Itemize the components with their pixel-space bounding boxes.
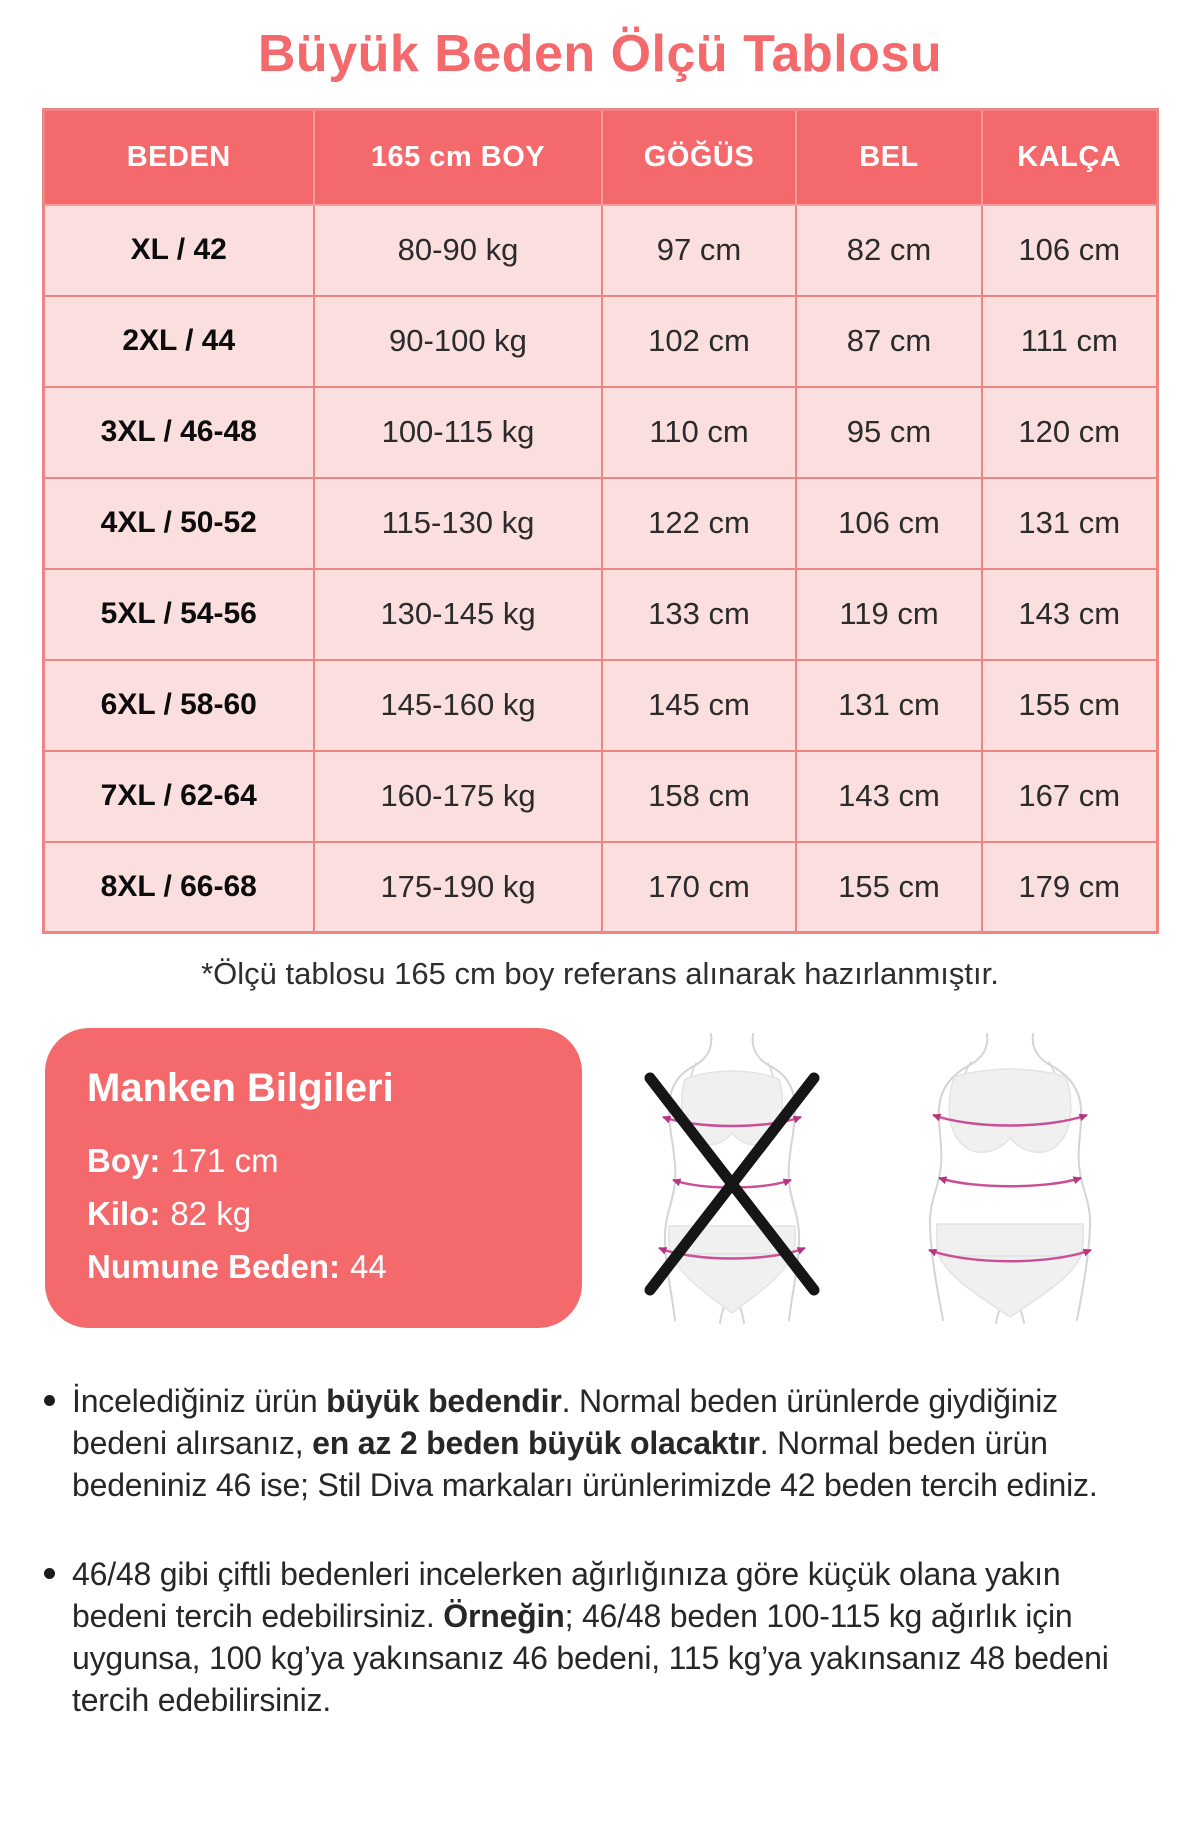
size-cell: 2XL / 44 (43, 296, 314, 387)
note-item: 46/48 gibi çiftli bedenleri incelerken ağırlığınıza göre küçük olana yakın bedeni tercih edebilirsiniz. Örneğin; 46/48 beden 100-115 kg ağırlık için uygunsa, 100 kg’ya yakınsanız 46 bedeni, 115 kg’ya yakınsanız 48 bedeni tercih edebilirsiniz. (72, 1553, 1152, 1722)
measure-cell: 179 cm (982, 842, 1157, 933)
measure-cell: 131 cm (982, 478, 1157, 569)
table-row (43, 296, 1157, 387)
measure-cell: 90-100 kg (314, 296, 602, 387)
size-cell: 4XL / 50-52 (43, 478, 314, 569)
notes-list (44, 1380, 1152, 1722)
measure-cell: 143 cm (982, 569, 1157, 660)
table-row (43, 205, 1157, 296)
model-info-title: Manken Bilgileri (87, 1066, 394, 1110)
size-table-head-row (43, 110, 1157, 205)
size-cell: 5XL / 54-56 (43, 569, 314, 660)
model-info-fields (87, 1135, 558, 1293)
measure-cell: 120 cm (982, 387, 1157, 478)
measure-cell: 155 cm (796, 842, 982, 933)
measure-cell: 160-175 kg (314, 751, 602, 842)
column-header: 165 cm BOY (314, 110, 602, 205)
measure-cell: 122 cm (602, 478, 796, 569)
measure-cell: 100-115 kg (314, 387, 602, 478)
measure-cell: 95 cm (796, 387, 982, 478)
measure-cell: 145 cm (602, 660, 796, 751)
measure-cell: 133 cm (602, 569, 796, 660)
table-row (43, 660, 1157, 751)
column-header: BEDEN (43, 110, 314, 205)
measure-cell: 155 cm (982, 660, 1157, 751)
model-info-label: Kilo: (87, 1194, 161, 1232)
measure-cell: 97 cm (602, 205, 796, 296)
measure-cell: 167 cm (982, 751, 1157, 842)
measure-cell: 130-145 kg (314, 569, 602, 660)
measurement-figures (582, 1028, 1160, 1328)
model-info-card (45, 1028, 582, 1328)
model-info-section (45, 1028, 1160, 1328)
size-table-body (43, 205, 1157, 933)
table-row (43, 478, 1157, 569)
plus-size-body-figure-icon (906, 1032, 1114, 1324)
table-row (43, 751, 1157, 842)
measure-cell: 131 cm (796, 660, 982, 751)
column-header: BEL (796, 110, 982, 205)
measure-cell: 82 cm (796, 205, 982, 296)
measure-cell: 145-160 kg (314, 660, 602, 751)
model-info-value: 44 (350, 1247, 387, 1285)
measure-cell: 80-90 kg (314, 205, 602, 296)
table-row (43, 387, 1157, 478)
measure-cell: 106 cm (982, 205, 1157, 296)
measure-cell: 158 cm (602, 751, 796, 842)
size-cell: XL / 42 (43, 205, 314, 296)
crossed-out-body-figure-icon (628, 1032, 836, 1324)
model-info-field (87, 1241, 558, 1294)
size-table (42, 108, 1159, 934)
measure-cell: 102 cm (602, 296, 796, 387)
model-info-value: 171 cm (170, 1142, 279, 1179)
note-item: İncelediğiniz ürün büyük bedendir. Normal beden ürünlerde giydiğiniz bedeni alırsanız, en az 2 beden büyük olacaktır. Normal beden ürün bedeniniz 46 ise; Stil Diva markaları ürünlerimizde 42 beden tercih ediniz. (72, 1380, 1152, 1507)
notes-section (44, 1380, 1152, 1722)
measure-cell: 106 cm (796, 478, 982, 569)
measure-cell: 87 cm (796, 296, 982, 387)
table-row (43, 842, 1157, 933)
measure-cell: 110 cm (602, 387, 796, 478)
size-cell: 6XL / 58-60 (43, 660, 314, 751)
model-info-field (87, 1135, 558, 1188)
measure-cell: 175-190 kg (314, 842, 602, 933)
model-info-label: Numune Beden: (87, 1247, 341, 1285)
measure-cell: 111 cm (982, 296, 1157, 387)
size-cell: 8XL / 66-68 (43, 842, 314, 933)
table-footnote: *Ölçü tablosu 165 cm boy referans alınarak hazırlanmıştır. (201, 956, 999, 991)
size-cell: 7XL / 62-64 (43, 751, 314, 842)
model-info-value: 82 kg (170, 1194, 252, 1232)
column-header: KALÇA (982, 110, 1157, 205)
measure-cell: 115-130 kg (314, 478, 602, 569)
model-info-field (87, 1188, 558, 1241)
measure-cell: 143 cm (796, 751, 982, 842)
column-header: GÖĞÜS (602, 110, 796, 205)
page-title: Büyük Beden Ölçü Tablosu (257, 25, 943, 83)
model-info-label: Boy: (87, 1142, 161, 1179)
measure-cell: 119 cm (796, 569, 982, 660)
table-row (43, 569, 1157, 660)
size-cell: 3XL / 46-48 (43, 387, 314, 478)
measure-cell: 170 cm (602, 842, 796, 933)
